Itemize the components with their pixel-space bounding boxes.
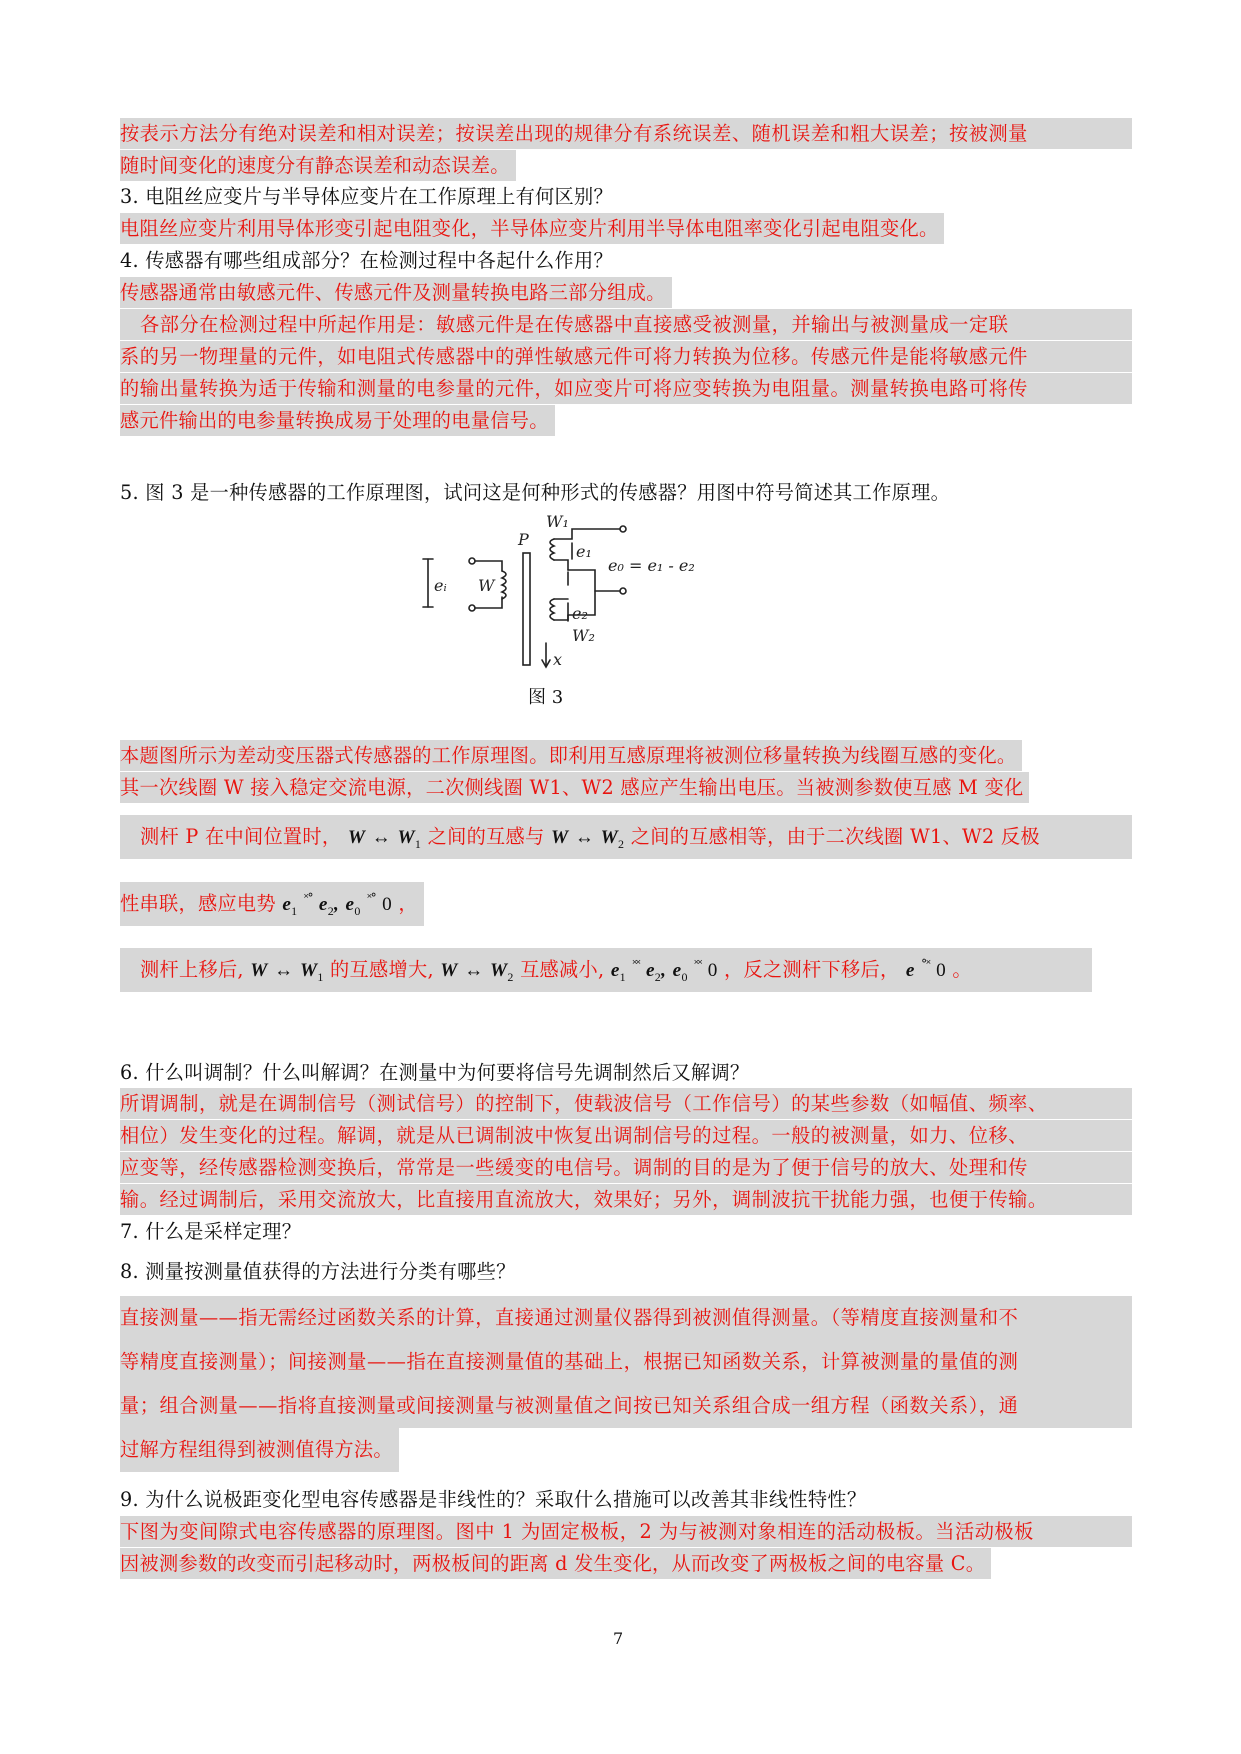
math-w-3: W xyxy=(250,960,268,981)
answer-5-line-4-text-a: 性串联，感应电势 xyxy=(120,892,276,915)
math-sub-1-2: 1 xyxy=(317,969,324,984)
math-e1: e xyxy=(282,894,292,915)
math-arrow-2: ↔ xyxy=(574,827,595,848)
answer-5-line-4-text-b: ， xyxy=(398,892,418,915)
math-comma: , xyxy=(334,894,340,915)
math-e2-2: e xyxy=(645,960,655,981)
math-e0: e xyxy=(345,894,355,915)
math-w2: W xyxy=(600,827,618,848)
math-arrow: ↔ xyxy=(371,827,392,848)
math-sub-e0: 0 xyxy=(354,903,361,918)
label-eq: e₀ = e₁ - e₂ xyxy=(608,556,695,575)
question-7: 7. 什么是采样定理？ xyxy=(120,1220,302,1243)
answer-5-line-3 xyxy=(120,815,1132,859)
answer-9-line-1: 下图为变间隙式电容传感器的原理图。图中 1 为固定极板，2 为与被测对象相连的活动极板。当活动极板 xyxy=(120,1516,1132,1547)
answer-5-line-5-text-a: 测杆上移后, xyxy=(140,958,244,981)
label-w1: W₁ xyxy=(546,515,569,531)
math-e0-2: e xyxy=(672,960,682,981)
math-e2: e xyxy=(318,894,328,915)
answer-3: 电阻丝应变片利用导体形变引起电阻变化，半导体应变片利用半导体电阻率变化引起电阻变化。 xyxy=(120,213,944,244)
answer-4-line-2: 各部分在检测过程中所起作用是：敏感元件是在传感器中直接感受被测量，并输出与被测量成一定联 xyxy=(120,309,1132,340)
answer-6-line-2: 相位）发生变化的过程。解调，就是从已调制波中恢复出调制信号的过程。一般的被测量，如力、位移、 xyxy=(120,1120,1132,1151)
question-8: 8. 测量按测量值获得的方法进行分类有哪些？ xyxy=(120,1260,516,1283)
answer-5-line-4 xyxy=(120,882,424,926)
answer-5-line-5-text-c: 互感减小, xyxy=(520,958,605,981)
math-w2-2: W xyxy=(489,960,508,981)
answer-5-line-5-text-e: 。 xyxy=(952,958,972,981)
question-3: 3. 电阻丝应变片与半导体应变片在工作原理上有何区别？ xyxy=(120,185,614,208)
answer-4-line-4: 的输出量转换为适于传输和测量的电参量的元件，如应变片可将应变转换为电阻量。测量转换电路可将传 xyxy=(120,373,1132,404)
answer-8-line-3: 量；组合测量——指将直接测量或间接测量与被测量值之间按已知关系组合成一组方程（函数关系），通 xyxy=(120,1384,1132,1428)
answer-2-line-2: 随时间变化的速度分有静态误差和动态误差。 xyxy=(120,150,516,181)
math-e-3: e xyxy=(905,960,915,981)
question-9: 9. 为什么说极距变化型电容传感器是非线性的？采取什么措施可以改善其非线性特性？ xyxy=(120,1488,867,1511)
answer-8-line-1: 直接测量——指无需经过函数关系的计算，直接通过测量仪器得到被测值得测量。（等精度直接测量和不 xyxy=(120,1296,1132,1340)
math-sub-2-2: 2 xyxy=(507,969,514,984)
label-x: x xyxy=(553,650,563,669)
math-sub-e2-2: 2 xyxy=(654,969,662,984)
approx-symbol-1: ˟° xyxy=(303,891,313,905)
math-comma-2: , xyxy=(661,960,667,981)
math-sub-e1: 1 xyxy=(291,903,298,918)
differential-transformer-diagram xyxy=(420,515,740,685)
approx-symbol-3: ˟˟ xyxy=(632,957,640,971)
math-w-4: W xyxy=(440,960,458,981)
answer-8-line-4: 过解方程组得到被测值得方法。 xyxy=(120,1428,399,1472)
answer-8-line-2: 等精度直接测量）；间接测量——指在直接测量值的基础上，根据已知函数关系，计算被测量的量值的测 xyxy=(120,1340,1132,1384)
math-sub-e2: 2 xyxy=(327,903,334,918)
figure-caption: 图 3 xyxy=(528,687,564,708)
math-sub-e0-2: 0 xyxy=(681,969,688,984)
math-sub-2: 2 xyxy=(618,836,625,851)
label-e1: e₁ xyxy=(576,542,592,561)
approx-symbol-2: ˟° xyxy=(367,891,376,905)
answer-5-line-5-text-d: ，反之测杆下移后， xyxy=(724,958,900,981)
math-w1-2: W xyxy=(299,960,318,981)
math-arrow-4: ↔ xyxy=(464,960,484,981)
approx-symbol-5: °˟ xyxy=(921,957,930,971)
answer-5-line-1: 本题图所示为差动变压器式传感器的工作原理图。即利用互感原理将被测位移量转换为线圈互感的变化。 xyxy=(120,740,1022,771)
answer-5-line-3-text-b: 之间的互感与 xyxy=(427,825,545,848)
approx-symbol-4: ˟˟ xyxy=(694,957,702,971)
answer-4-line-1: 传感器通常由敏感元件、传感元件及测量转换电路三部分组成。 xyxy=(120,277,672,308)
answer-5-line-5-text-b: 的互感增大, xyxy=(330,958,434,981)
math-sub-e1-2: 1 xyxy=(619,969,626,984)
math-e1-2: e xyxy=(610,960,620,981)
math-w-2: W xyxy=(550,827,569,848)
math-sub-1: 1 xyxy=(414,836,422,851)
math-w1: W xyxy=(397,827,415,848)
label-p: P xyxy=(518,530,529,549)
answer-4-line-5: 感元件输出的电参量转换成易于处理的电量信号。 xyxy=(120,405,555,436)
page-number: 7 xyxy=(613,1629,624,1648)
question-5: 5. 图 3 是一种传感器的工作原理图，试问这是何种形式的传感器？用图中符号简述其工作原理。 xyxy=(120,481,951,504)
answer-4-line-3: 系的另一物理量的元件，如电阻式传感器中的弹性敏感元件可将力转换为位移。传感元件是能将敏感元件 xyxy=(120,341,1132,372)
answer-9-line-2: 因被测参数的改变而引起移动时，两极板间的距离 d 发生变化，从而改变了两极板之间的电容量 C。 xyxy=(120,1548,991,1579)
answer-5-line-2: 其一次线圈 W 接入稳定交流电源，二次侧线圈 W1、W2 感应产生输出电压。当被测参数使互感 M 变化 xyxy=(120,772,1029,803)
question-4: 4. 传感器有哪些组成部分？在检测过程中各起什么作用？ xyxy=(120,249,614,272)
answer-5-line-3-text-c: 之间的互感相等，由于二次线圈 W1、W2 反极 xyxy=(630,825,1040,848)
math-zero-3: 0 xyxy=(936,960,946,981)
math-zero: 0 xyxy=(382,894,392,915)
answer-5-line-5 xyxy=(120,948,1092,992)
math-w: W xyxy=(347,827,366,848)
label-ei: eᵢ xyxy=(434,576,447,595)
question-6: 6. 什么叫调制？什么叫解调？在测量中为何要将信号先调制然后又解调？ xyxy=(120,1061,750,1084)
math-arrow-3: ↔ xyxy=(274,960,294,981)
math-zero-2: 0 xyxy=(707,960,718,981)
answer-6-line-3: 应变等，经传感器检测变换后，常常是一些缓变的电信号。调制的目的是为了便于信号的放大、处理和传 xyxy=(120,1152,1132,1183)
label-w: W xyxy=(478,576,495,595)
answer-2-line-1: 按表示方法分有绝对误差和相对误差；按误差出现的规律分有系统误差、随机误差和粗大误差；按被测量 xyxy=(120,118,1132,149)
label-w2: W₂ xyxy=(572,626,595,645)
answer-5-line-3-text-a: 测杆 P 在中间位置时， xyxy=(140,825,342,848)
answer-6-line-4: 输。经过调制后，采用交流放大，比直接用直流放大，效果好；另外，调制波抗干扰能力强，也便于传输。 xyxy=(120,1184,1132,1215)
label-e2: e₂ xyxy=(572,604,588,623)
answer-6-line-1: 所谓调制，就是在调制信号（测试信号）的控制下，使载波信号（工作信号）的某些参数（如幅值、频率、 xyxy=(120,1088,1132,1119)
